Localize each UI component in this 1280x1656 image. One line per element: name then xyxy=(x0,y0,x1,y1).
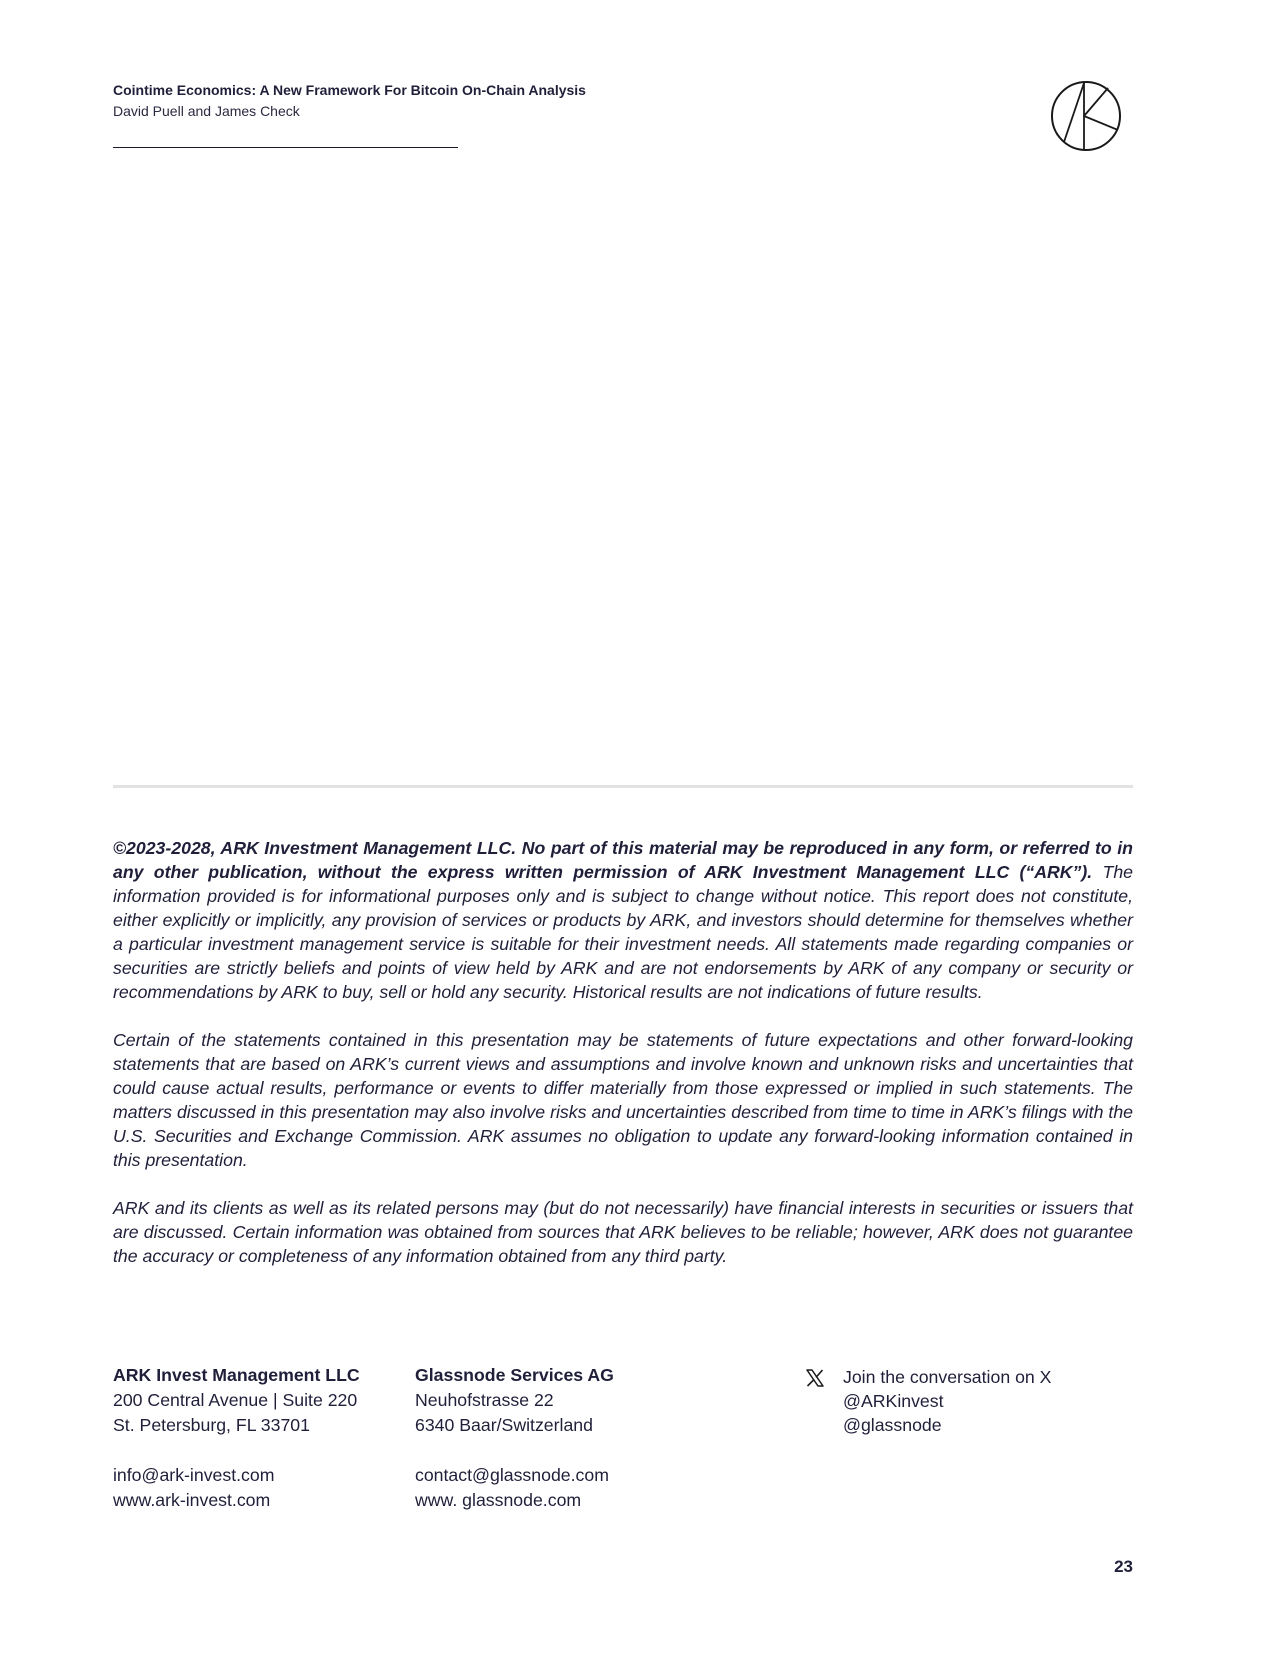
glassnode-contact-block xyxy=(415,1363,614,1513)
page-number: 23 xyxy=(1114,1557,1133,1576)
document-authors: David Puell and James Check xyxy=(113,103,300,119)
ark-logo-icon xyxy=(1050,80,1122,152)
glassnode-website-link[interactable]: www. glassnode.com xyxy=(415,1490,582,1510)
glassnode-email-link[interactable]: contact@glassnode.com xyxy=(415,1465,609,1485)
financial-interest-notice: ARK and its clients as well as its related persons may (but do not necessarily) have financial interests in securities or issuers that are discussed. Certain information was obtained from sources that ARK believes to be reliable; however, ARK does not guarantee the accuracy or completeness of any information obtained from any third party. xyxy=(113,1198,1133,1266)
copyright-notice: ©2023-2028, ARK Investment Management LLC. No part of this material may be reproduced in any form, or referred to in any other publication, without the express written permission of ARK Investment Management LLC (“ARK”). xyxy=(113,838,1133,882)
ark-email-link[interactable]: info@ark-invest.com xyxy=(113,1465,275,1485)
glassnode-company-name: Glassnode Services AG xyxy=(415,1365,614,1385)
glassnode-address-line1: Neuhofstrasse 22 xyxy=(415,1390,554,1410)
ark-company-name: ARK Invest Management LLC xyxy=(113,1365,360,1385)
section-divider xyxy=(113,785,1133,788)
x-logo-icon xyxy=(805,1368,825,1388)
informational-notice: The information provided is for informational purposes only and is subject to change without notice. This report does not constitute, either explicitly or implicitly, any provision of services or products by ARK, and investors should determine for themselves whether a particular investment management service is suitable for their investment needs. All statements made regarding companies or securities are strictly beliefs and points of view held by ARK and are not endorsements by ARK of any company or security or recommendations by ARK to buy, sell or hold any security. Historical results are not indications of future results. xyxy=(113,862,1133,1002)
social-label: Join the conversation on X xyxy=(843,1367,1052,1387)
ark-address-line2: St. Petersburg, FL 33701 xyxy=(113,1415,310,1435)
header-divider xyxy=(113,147,458,148)
forward-looking-statement: Certain of the statements contained in this presentation may be statements of future expectations and other forward-looking statements that are based on ARK’s current views and assumptions and involve known and unknown risks and uncertainties that could cause actual results, performance or events to differ materially from those expressed or implied in such statements. The matters discussed in this presentation may also involve risks and uncertainties described from time to time in ARK’s filings with the U.S. Securities and Exchange Commission. ARK assumes no obligation to update any forward-looking information contained in this presentation. xyxy=(113,1030,1133,1170)
glassnode-address-line2: 6340 Baar/Switzerland xyxy=(415,1415,593,1435)
legal-disclaimer xyxy=(113,836,1133,1292)
ark-social-handle[interactable]: @ARKinvest xyxy=(843,1391,944,1411)
ark-contact-block xyxy=(113,1363,360,1513)
disclaimer-paragraph xyxy=(113,836,1133,1004)
glassnode-social-handle[interactable]: @glassnode xyxy=(843,1415,942,1435)
document-title: Cointime Economics: A New Framework For Bitcoin On-Chain Analysis xyxy=(113,82,586,98)
ark-address-line1: 200 Central Avenue | Suite 220 xyxy=(113,1390,358,1410)
ark-website-link[interactable]: www.ark-invest.com xyxy=(113,1490,271,1510)
